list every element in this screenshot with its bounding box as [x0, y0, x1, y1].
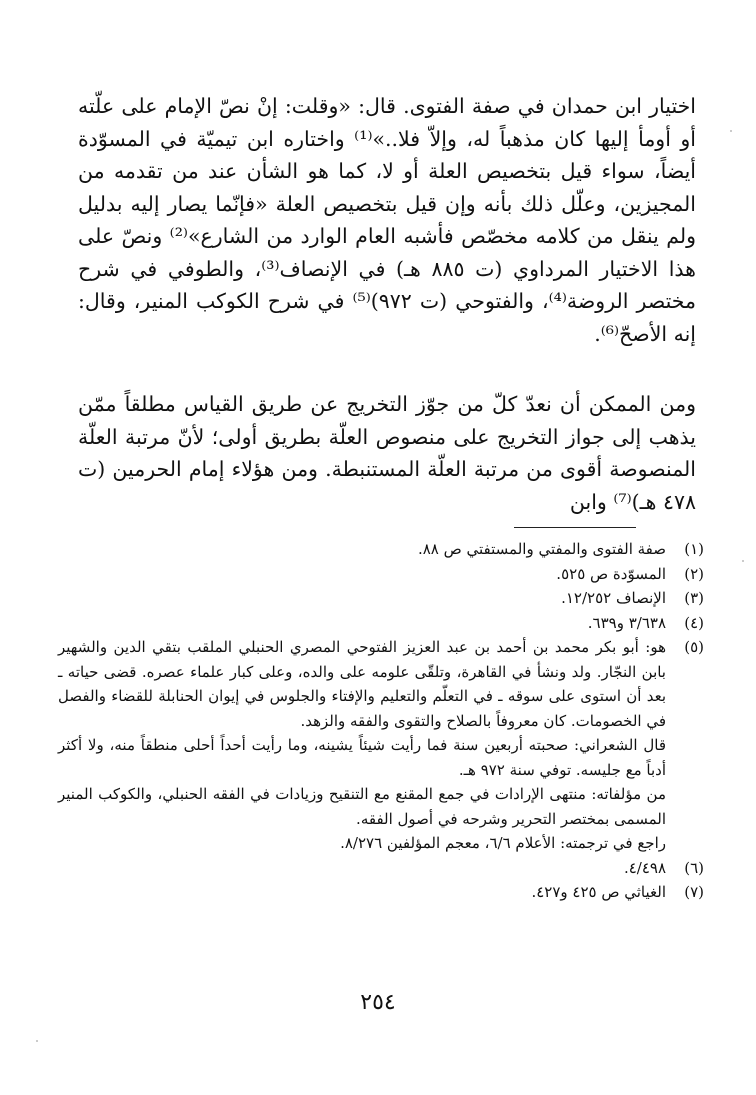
body-paragraph-2	[78, 388, 696, 518]
footnote-text: ٣/٦٣٨ و٦٣٩.	[587, 613, 666, 632]
scan-speck	[742, 560, 744, 562]
footnote-text: الغياثي ص ٤٢٥ و٤٢٧.	[531, 883, 666, 901]
scan-speck	[730, 130, 732, 132]
footnote	[58, 880, 704, 905]
footnote-text: هو: أبو بكر محمد بن أحمد بن عبد العزيز الفتوحي المصري الحنبلي الملقب بتقي الدين والشهير بابن النجّار. ولد ونشأ في القاهرة، وتلقّى علومه على والده، وعلى كبار علماء عصره. قضى حياته ـ بعد أن استوى على سوقه ـ في التعلّم والتعليم والإفتاء والجلوس في إيوان الحنابلة للقضاء والفصل في الخصومات. كان معروفاً بالصلاح والتقوى والفقه والزهد.	[58, 638, 666, 730]
footnote-text: المسوّدة ص ٥٢٥.	[556, 564, 666, 583]
footnote-separator	[514, 527, 636, 528]
footnote	[58, 856, 704, 881]
footnote-text: ٤/٤٩٨.	[623, 858, 666, 877]
footnote-number: (٦)	[684, 858, 704, 877]
footnote-number: (٥)	[684, 638, 704, 656]
footnote-continuation: راجع في ترجمته: الأعلام ٦/٦، معجم المؤلفين ٨/٢٧٦.	[340, 834, 666, 852]
footnote-continuation: قال الشعراني: صحبته أربعين سنة فما رأيت شيئاً يشينه، وما رأيت أحداً أحلى منطقاً منه، ولا أكثر أدباً مع جليسه. توفي سنة ٩٧٢ هـ.	[58, 736, 666, 779]
footnote	[58, 537, 704, 562]
scan-speck	[36, 1040, 38, 1042]
footnote-number: (١)	[684, 540, 704, 558]
footnote-number: (٧)	[684, 883, 704, 901]
footnote-text: الإنصاف ١٢/٢٥٢.	[561, 589, 666, 607]
footnote	[58, 586, 704, 611]
footnote	[58, 635, 704, 733]
footnote-continuation: من مؤلفاته: منتهى الإرادات في جمع المقنع مع التنقيح وزيادات في الفقه الحنبلي، والكوكب المنير المسمى بمختصر التحرير وشرحه في أصول الفقه.	[58, 785, 666, 828]
body-paragraph-1	[78, 90, 696, 350]
footnote-number: (٣)	[684, 589, 704, 607]
paragraph-text: ومن الممكن أن نعدّ كلّ من جوّز التخريج عن طريق القياس مطلقاً ممّن يذهب إلى جواز التخريج على منصوص العلّة بطريق أولى؛ لأنّ مرتبة العلّة المنصوصة أقوى من مرتبة العلّة المستنبطة. ومن هؤلاء إمام الحرمين (ت ٤٧٨ هـ)⁽⁷⁾ وابن	[78, 392, 696, 514]
footnote-number: (٤)	[684, 613, 704, 632]
footnote-text: صفة الفتوى والمفتي والمستفتي ص ٨٨.	[417, 540, 666, 558]
footnote-number: (٢)	[684, 564, 704, 583]
footnote	[58, 611, 704, 636]
footnotes	[58, 537, 704, 905]
page-number: ٢٥٤	[360, 990, 396, 1015]
paragraph-text: اختيار ابن حمدان في صفة الفتوى. قال: «وقلت: إنْ نصّ الإمام على علّته أو أومأ إليها كان مذهباً له، وإلاّ فلا..»⁽¹⁾ واختاره ابن تيميّة في المسوّدة أيضاً، سواء قيل بتخصيص العلة أو لا، كما هو الشأن عند من تقدمه من المجيزين، وعلّل ذلك بأنه وإن قيل بتخصيص العلة «فإنّما يصار إليه بدليل ولم ينقل من كلامه مخصّص فأشبه العام الوارد من الشارع»⁽²⁾ ونصّ على هذا الاختيار المرداوي (ت ٨٨٥ هـ) في الإنصاف⁽³⁾، والطوفي في شرح مختصر الروضة⁽⁴⁾، والفتوحي (ت ٩٧٢)⁽⁵⁾ في شرح الكوكب المنير، وقال: إنه الأصحّ⁽⁶⁾.	[78, 94, 696, 346]
footnote	[58, 562, 704, 587]
